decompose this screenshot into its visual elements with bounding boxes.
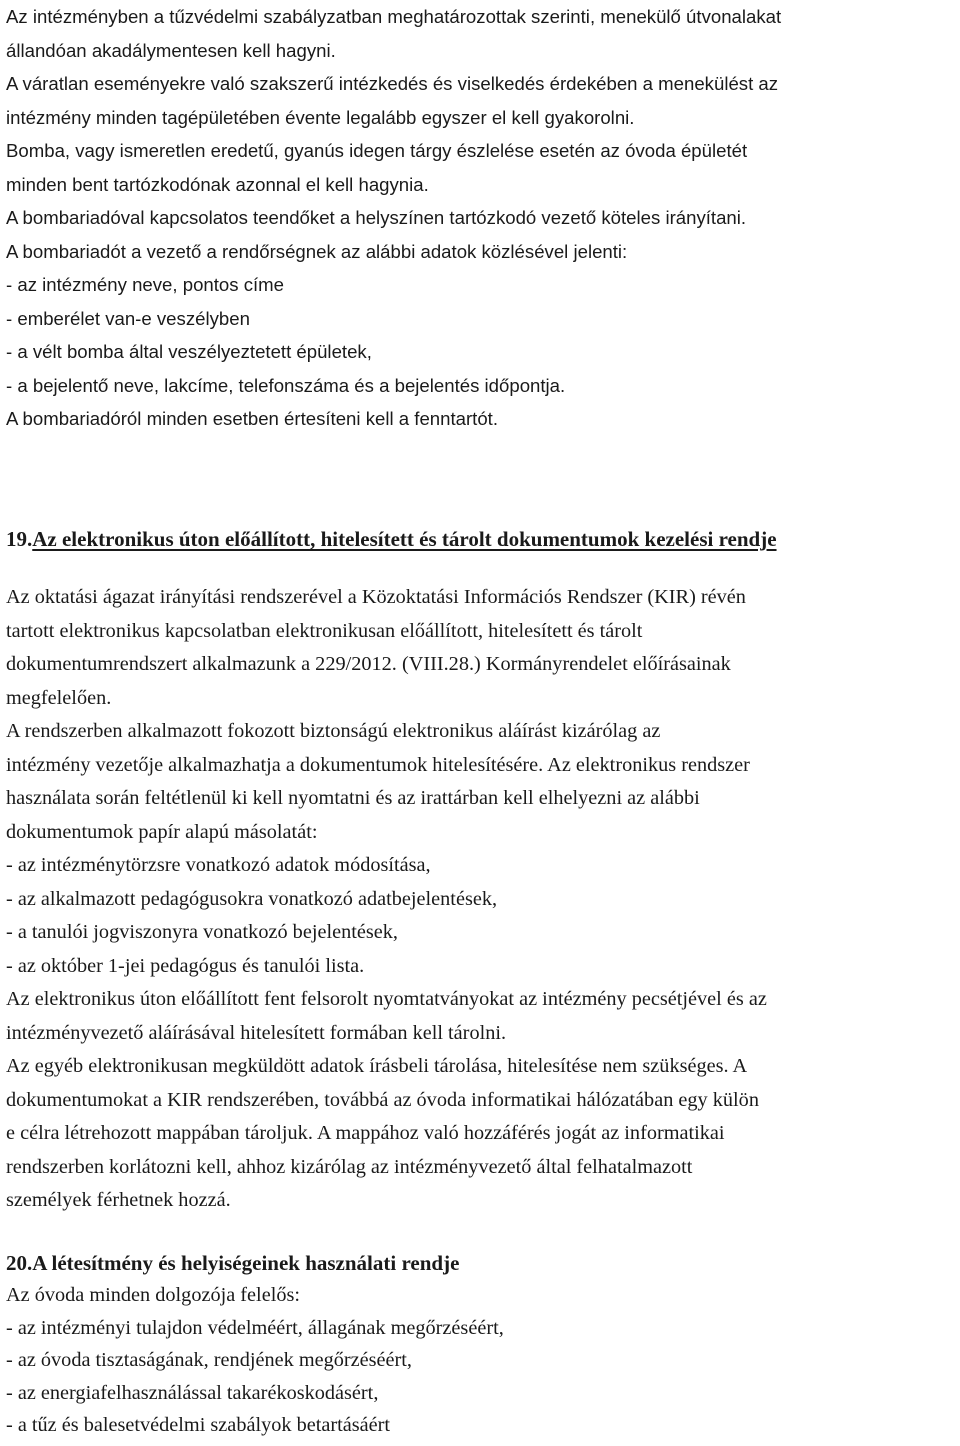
text-line: Az elektronikus úton előállított fent felsorolt nyomtatványokat az intézmény pecsétjével és az <box>6 988 767 1010</box>
text-line: használata során feltétlenül ki kell nyomtatni és az irattárban kell elhelyezni az alábbi <box>6 787 700 809</box>
text-line: intézményvezető aláírásával hitelesített formában kell tárolni. <box>6 1021 507 1044</box>
list-item: - a bejelentő neve, lakcíme, telefonszáma és a bejelentés időpontja. <box>6 374 566 396</box>
text-line: A rendszerben alkalmazott fokozott biztonságú elektronikus aláírást kizárólag az <box>6 720 661 742</box>
section-number: 19. <box>6 527 33 551</box>
section-20-body <box>6 1279 504 1442</box>
list-item: - az október 1-jei pedagógus és tanulói lista. <box>6 954 365 977</box>
list-item: - az intézmény neve, pontos címe <box>6 274 285 295</box>
text-line: Az egyéb elektronikusan megküldött adatok írásbeli tárolása, hitelesítése nem szükséges. A <box>6 1055 748 1077</box>
list-item: - az alkalmazott pedagógusokra vonatkozó adatbejelentések, <box>6 887 498 910</box>
text-line: Az intézményben a tűzvédelmi szabályzatban meghatározottak szerinti, menekülő útvonalakat <box>6 6 782 27</box>
list-item: - emberélet van-e veszélyben <box>6 307 250 329</box>
text-line: Az oktatási ágazat irányítási rendszerével a Közoktatási Információs Rendszer (KIR) révén <box>6 586 746 608</box>
section-title: A létesítmény és helyiségeinek használati rendje <box>32 1251 460 1275</box>
list-item: - a tanulói jogviszonyra vonatkozó bejelentések, <box>6 921 398 943</box>
text-line: dokumentumok papír alapú másolatát: <box>6 820 318 843</box>
text-line: Az óvoda minden dolgozója felelős: <box>6 1284 300 1306</box>
text-line: állandóan akadálymentesen kell hagyni. <box>6 39 336 61</box>
text-line: tartott elektronikus kapcsolatban elektronikusan előállított, hitelesített és tárolt <box>6 619 643 642</box>
text-line: rendszerben korlátozni kell, ahhoz kizárólag az intézményvezető által felhatalmazott <box>6 1155 693 1178</box>
text-line: e célra létrehozott mappában tároljuk. A mappához való hozzáférés jogát az informatikai <box>6 1122 725 1144</box>
text-line: A bombariadót a vezető a rendőrségnek az alábbi adatok közlésével jelenti: <box>6 240 628 262</box>
list-item: - a vélt bomba által veszélyeztetett épületek, <box>6 341 372 362</box>
section-number: 20. <box>6 1251 33 1275</box>
list-item: - az óvoda tisztaságának, rendjének megőrzéséért, <box>6 1349 412 1371</box>
text-line: A bombariadóval kapcsolatos teendőket a helyszínen tartózkodó vezető köteles irányítani. <box>6 207 747 228</box>
text-line: megfelelően. <box>6 686 112 709</box>
text-line: intézmény minden tagépületében évente legalább egyszer el kell gyakorolni. <box>6 106 635 128</box>
text-line: dokumentumrendszert alkalmazunk a 229/2012. (VIII.28.) Kormányrendelet előírásainak <box>6 653 731 675</box>
section-19-body <box>6 581 767 1218</box>
text-line: minden bent tartózkodónak azonnal el kell hagynia. <box>6 173 429 195</box>
section-title: Az elektronikus úton előállított, hitelesített és tárolt dokumentumok kezelési rendje <box>32 527 777 551</box>
list-item: - az intézményi tulajdon védelméért, állagának megőrzéséért, <box>6 1316 504 1339</box>
text-line: A bombariadóról minden esetben értesíteni kell a fenntartót. <box>6 408 498 429</box>
text-line: A váratlan eseményekre való szakszerű intézkedés és viselkedés érdekében a menekülést az <box>6 73 779 94</box>
text-line: dokumentumokat a KIR rendszerében, továbbá az óvoda informatikai hálózatában egy külön <box>6 1088 759 1111</box>
section-20-heading <box>6 1246 459 1280</box>
section-19-heading <box>6 522 777 556</box>
text-line: Bomba, vagy ismeretlen eredetű, gyanús idegen tárgy észlelése esetén az óvoda épületét <box>6 140 748 161</box>
text-line: intézmény vezetője alkalmazhatja a dokumentumok hitelesítésére. Az elektronikus rendszer <box>6 753 750 776</box>
list-item: - a tűz és balesetvédelmi szabályok betartásáért <box>6 1414 391 1436</box>
text-line: személyek férhetnek hozzá. <box>6 1189 231 1211</box>
list-item: - az intézménytörzsre vonatkozó adatok módosítása, <box>6 854 431 876</box>
list-item: - az energiafelhasználással takarékoskodásért, <box>6 1381 379 1404</box>
safety-paragraphs <box>6 0 781 436</box>
